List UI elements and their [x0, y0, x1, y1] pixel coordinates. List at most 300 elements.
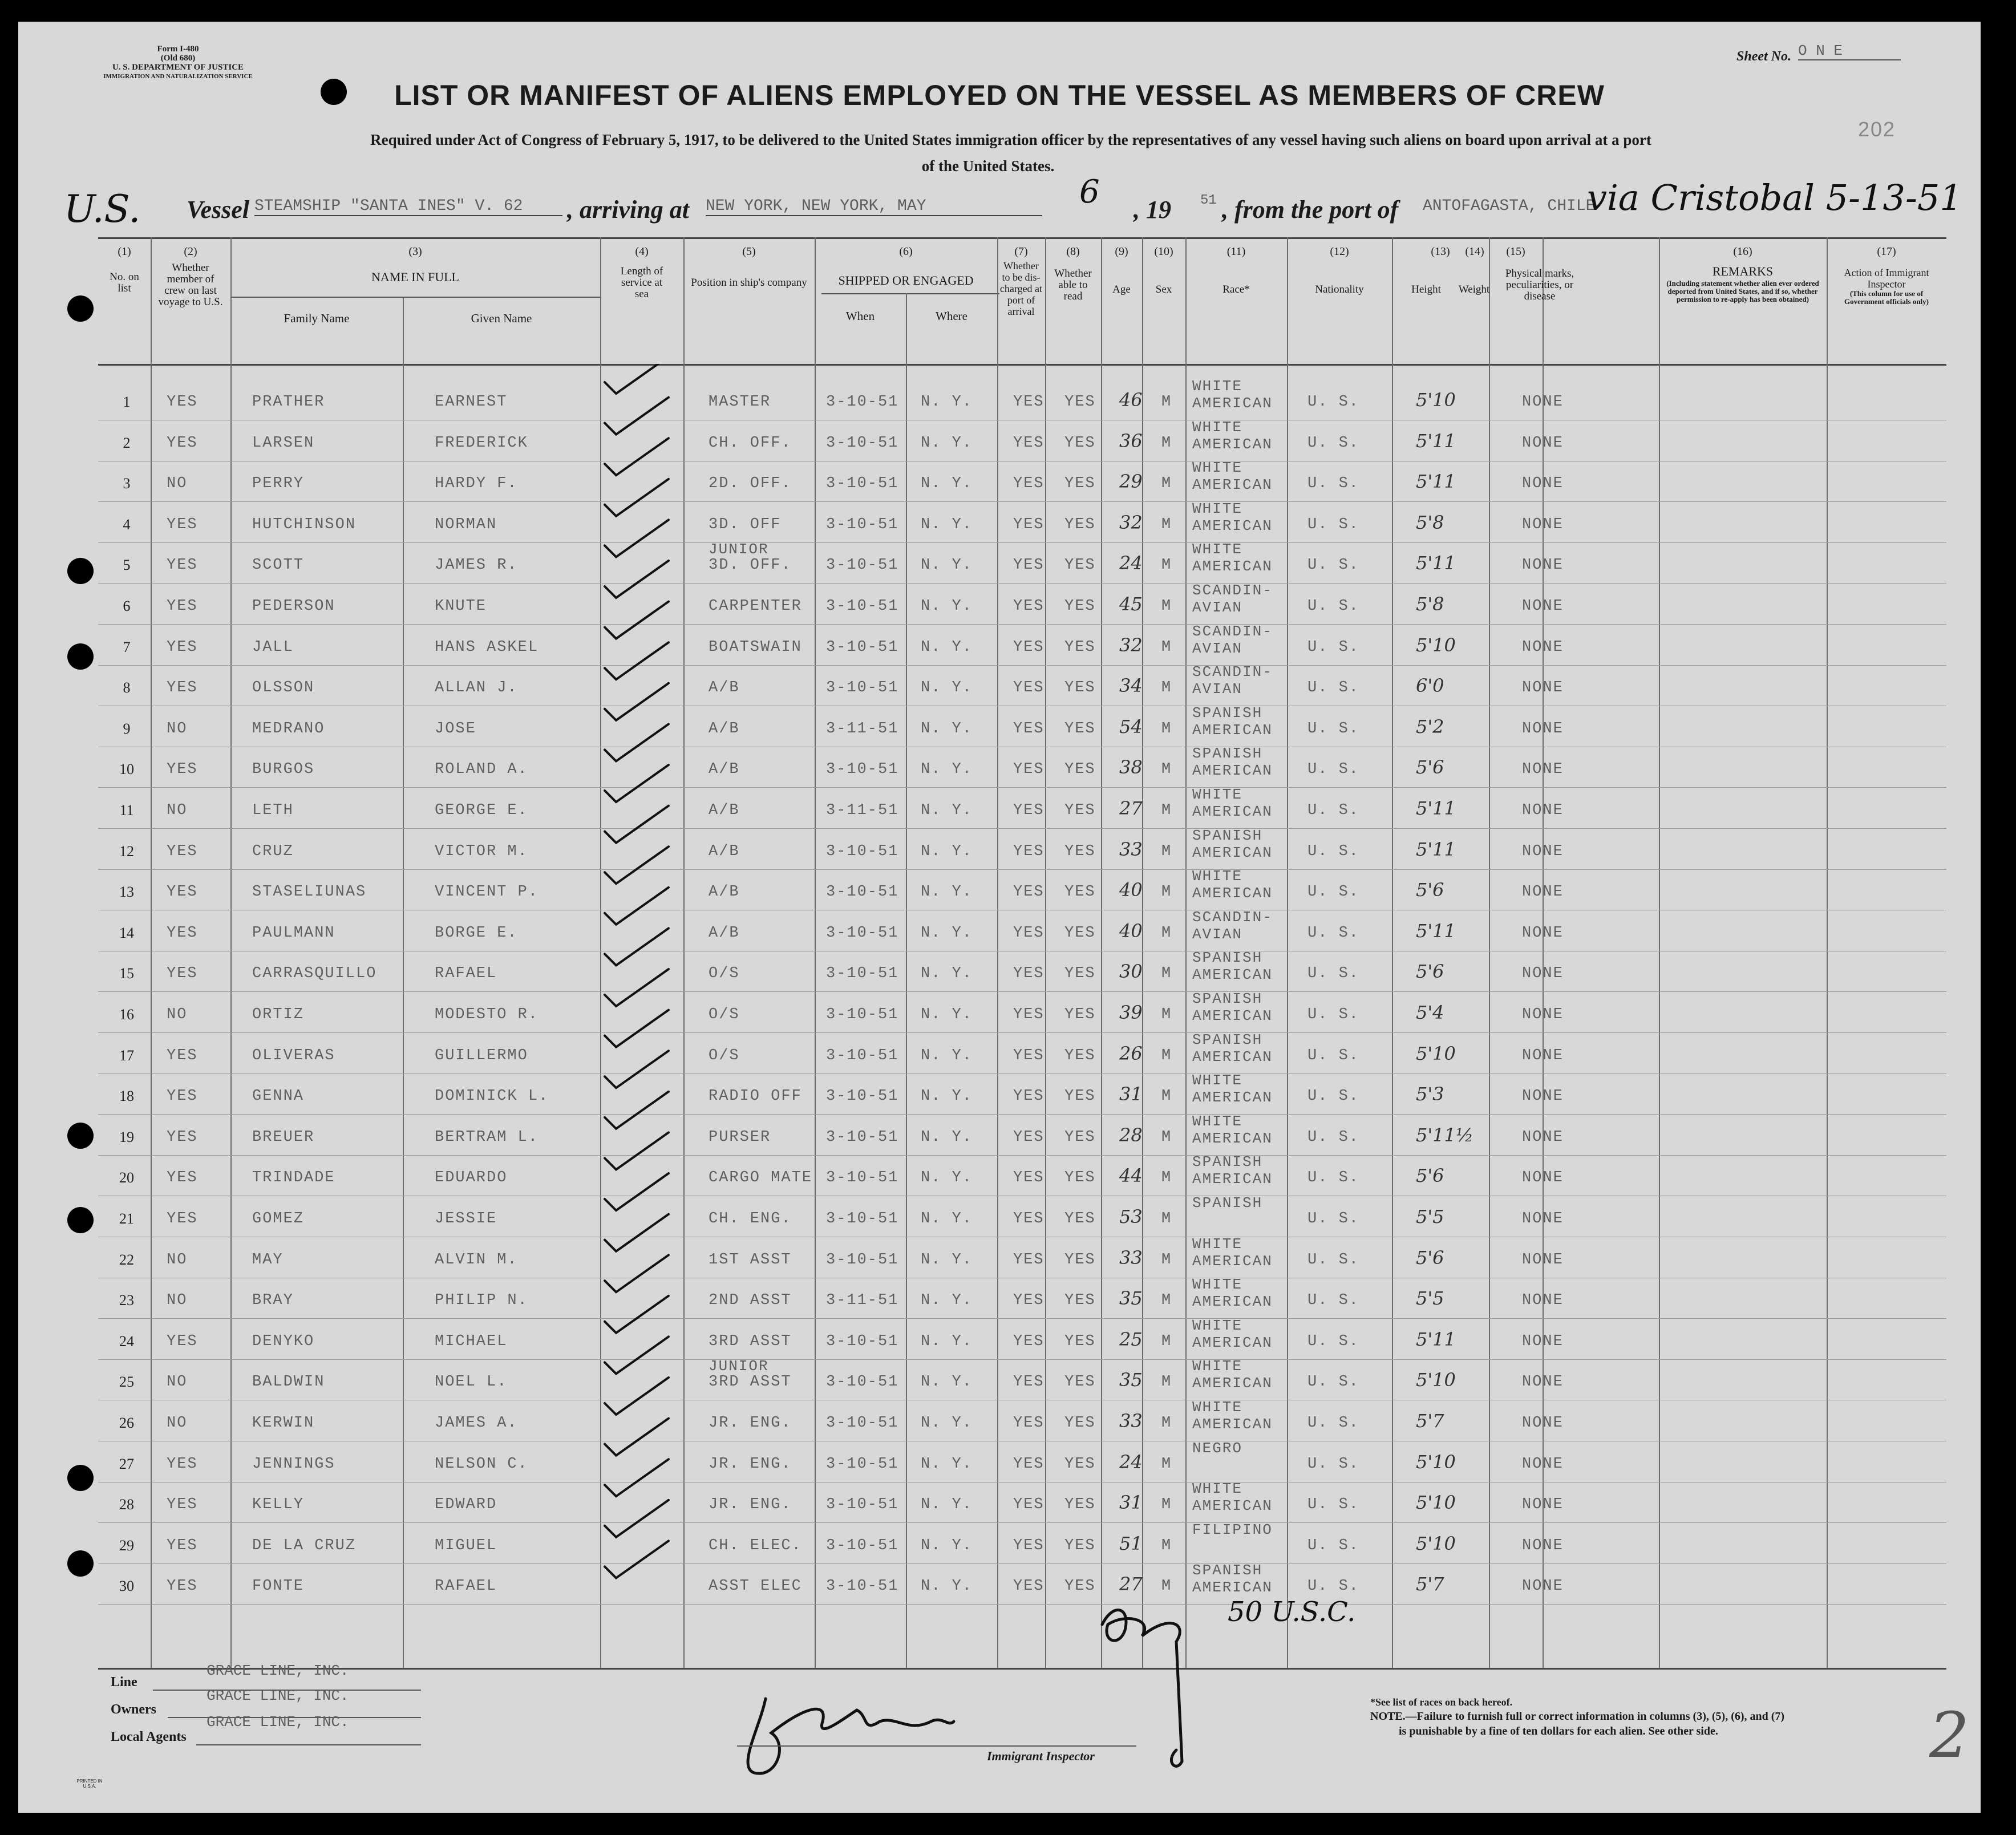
- col7-number: (7): [1014, 245, 1028, 258]
- age-value: 27: [1119, 797, 1143, 819]
- col13-header: Height: [1411, 283, 1441, 295]
- sex-value: M: [1161, 1088, 1172, 1105]
- shipped-when: 3-10-51: [826, 516, 899, 533]
- col3-header: NAME IN FULL: [371, 270, 459, 284]
- height-value: 5'3: [1416, 1083, 1444, 1105]
- row-number: 29: [119, 1537, 134, 1554]
- height-value: 5'7: [1416, 1410, 1444, 1432]
- able-to-read-value: YES: [1064, 884, 1096, 901]
- family-name: PAULMANN: [252, 924, 335, 942]
- row-number: 21: [119, 1210, 134, 1227]
- position: CH. OFF.: [709, 434, 792, 452]
- col1-number: (1): [118, 245, 131, 258]
- race-line-2: AMERICAN: [1192, 1048, 1273, 1066]
- last-voyage-value: YES: [167, 679, 198, 697]
- service-checkmark: [605, 888, 669, 925]
- shipped-where: N. Y.: [921, 1006, 973, 1023]
- shipped-where: N. Y.: [921, 394, 973, 411]
- discharged-value: YES: [1013, 1292, 1045, 1310]
- family-name: MAY: [252, 1251, 284, 1269]
- family-name: GENNA: [252, 1088, 305, 1105]
- family-name: DE LA CRUZ: [252, 1537, 357, 1554]
- position: JR. ENG.: [709, 1455, 792, 1473]
- shipped-when: 3-10-51: [826, 965, 899, 983]
- position: A/B: [709, 924, 740, 942]
- row-number: 4: [123, 516, 131, 533]
- race-value: [1192, 1358, 1273, 1392]
- service-checkmark: [605, 1173, 669, 1210]
- col4-number: (4): [635, 245, 649, 258]
- sex-value: M: [1161, 1128, 1172, 1146]
- sex-value: M: [1161, 1374, 1172, 1391]
- nationality-value: U. S.: [1307, 924, 1360, 942]
- discharged-value: YES: [1013, 720, 1045, 738]
- race-line-2: AMERICAN: [1192, 517, 1273, 534]
- table-row: [98, 500, 1946, 545]
- service-checkmark: [605, 1255, 669, 1292]
- sex-value: M: [1161, 434, 1172, 452]
- race-line-2: AMERICAN: [1192, 1375, 1273, 1392]
- shipped-when: 3-10-51: [826, 1578, 899, 1595]
- discharged-value: YES: [1013, 1210, 1045, 1228]
- family-name: MEDRANO: [252, 720, 325, 738]
- able-to-read-value: YES: [1064, 598, 1096, 615]
- col6-header: SHIPPED OR ENGAGED: [838, 273, 974, 287]
- col6-where-header: Where: [936, 309, 967, 323]
- age-value: 35: [1119, 1287, 1143, 1310]
- able-to-read-value: YES: [1064, 1251, 1096, 1269]
- arrival-year: 51: [1200, 193, 1217, 208]
- shipped-where: N. Y.: [921, 720, 973, 738]
- punch-hole: [67, 643, 94, 670]
- shipped-where: N. Y.: [921, 1496, 973, 1514]
- family-name: LARSEN: [252, 434, 315, 452]
- height-value: 5'8: [1416, 593, 1444, 615]
- given-name: JAMES R.: [435, 557, 518, 574]
- family-name: DENYKO: [252, 1332, 315, 1350]
- height-value: 5'6: [1416, 756, 1444, 779]
- given-name: HANS ASKEL: [435, 638, 539, 656]
- shipped-where: N. Y.: [921, 842, 973, 860]
- form-old-number: (Old 680): [160, 54, 196, 63]
- given-name: GUILLERMO: [435, 1047, 528, 1064]
- discharged-value: YES: [1013, 475, 1045, 493]
- height-value: 5'7: [1416, 1573, 1444, 1595]
- race-line-2: AMERICAN: [1192, 435, 1273, 453]
- shipped-when: 3-10-51: [826, 1006, 899, 1023]
- family-name: FONTE: [252, 1578, 305, 1595]
- physical-marks-value: NONE: [1522, 516, 1564, 533]
- punch-hole: [321, 79, 347, 105]
- race-line-2: AMERICAN: [1192, 1579, 1273, 1597]
- last-voyage-value: NO: [167, 720, 188, 738]
- family-name: CARRASQUILLO: [252, 965, 377, 983]
- race-line-1: SCANDIN-: [1192, 908, 1273, 926]
- col5-number: (5): [742, 245, 756, 258]
- service-checkmark: [605, 1500, 669, 1537]
- physical-marks-value: NONE: [1522, 679, 1564, 697]
- col5-header: Position in ship's company: [691, 277, 807, 289]
- col8-number: (8): [1066, 245, 1080, 258]
- nationality-value: U. S.: [1307, 1210, 1360, 1228]
- physical-marks-value: NONE: [1522, 802, 1564, 819]
- last-voyage-value: YES: [167, 516, 198, 533]
- sex-value: M: [1161, 802, 1172, 819]
- height-value: 5'6: [1416, 1165, 1444, 1187]
- shipped-where: N. Y.: [921, 884, 973, 901]
- col17-header: Action of Immigrant Inspector: [1844, 267, 1929, 290]
- able-to-read-value: YES: [1064, 1292, 1096, 1310]
- age-value: 24: [1119, 552, 1143, 574]
- race-line-1: WHITE: [1192, 1399, 1243, 1416]
- race-value: [1192, 1440, 1242, 1457]
- sheet-number-label: Sheet No.: [1736, 49, 1791, 64]
- shipped-where: N. Y.: [921, 638, 973, 656]
- given-name: HARDY F.: [435, 475, 518, 493]
- nationality-value: U. S.: [1307, 394, 1360, 411]
- row-number: 6: [123, 598, 131, 614]
- able-to-read-value: YES: [1064, 761, 1096, 779]
- race-value: [1192, 1317, 1273, 1351]
- race-line-1: WHITE: [1192, 868, 1243, 885]
- service-checkmark: [605, 1010, 669, 1047]
- race-line-2: AMERICAN: [1192, 721, 1273, 739]
- row-number: 15: [119, 965, 134, 982]
- discharged-value: YES: [1013, 394, 1045, 411]
- race-line-1: WHITE: [1192, 378, 1243, 395]
- col3-number: (3): [408, 245, 422, 258]
- sex-value: M: [1161, 1455, 1172, 1473]
- row-number: 26: [119, 1415, 134, 1431]
- physical-marks-value: NONE: [1522, 761, 1564, 779]
- corner-handwritten-mark: 2: [1929, 1699, 1969, 1772]
- punch-hole: [67, 1123, 94, 1149]
- service-checkmark: [605, 364, 669, 394]
- height-value: 5'11: [1416, 471, 1456, 493]
- race-line-1: WHITE: [1192, 1276, 1243, 1294]
- shipped-where: N. Y.: [921, 1128, 973, 1146]
- discharged-value: YES: [1013, 761, 1045, 779]
- race-value: [1192, 704, 1273, 739]
- family-name: BALDWIN: [252, 1374, 325, 1391]
- able-to-read-value: YES: [1064, 1455, 1096, 1473]
- position: 3D. OFF.: [709, 557, 792, 574]
- col14-number: (14): [1465, 245, 1484, 258]
- given-name: EDWARD: [435, 1496, 497, 1514]
- height-value: 5'11: [1416, 919, 1456, 942]
- able-to-read-value: YES: [1064, 434, 1096, 452]
- sex-value: M: [1161, 679, 1172, 697]
- race-line-1: WHITE: [1192, 1072, 1243, 1089]
- race-line-2: AMERICAN: [1192, 395, 1273, 412]
- last-voyage-value: YES: [167, 598, 198, 615]
- shipped-where: N. Y.: [921, 434, 973, 452]
- last-voyage-value: NO: [167, 802, 188, 819]
- row-number: 22: [119, 1251, 134, 1268]
- position: BOATSWAIN: [709, 638, 802, 656]
- shipped-where: N. Y.: [921, 1537, 973, 1554]
- given-name: ROLAND A.: [435, 761, 528, 779]
- shipped-when: 3-10-51: [826, 679, 899, 697]
- nationality-value: U. S.: [1307, 1128, 1360, 1146]
- service-checkmark: [605, 1419, 669, 1456]
- position: O/S: [709, 1006, 740, 1023]
- last-voyage-value: YES: [167, 1210, 198, 1228]
- given-name: MICHAEL: [435, 1332, 508, 1350]
- sex-value: M: [1161, 842, 1172, 860]
- position: 3RD ASST: [709, 1332, 792, 1350]
- shipped-when: 3-10-51: [826, 842, 899, 860]
- row-number: 8: [123, 679, 131, 696]
- physical-marks-value: NONE: [1522, 1537, 1564, 1554]
- last-voyage-value: YES: [167, 1537, 198, 1554]
- row-number: 14: [119, 924, 134, 941]
- nationality-value: U. S.: [1307, 1251, 1360, 1269]
- age-value: 44: [1119, 1165, 1143, 1187]
- race-line-1: SCANDIN-: [1192, 622, 1273, 640]
- row-number: 17: [119, 1047, 134, 1064]
- subtitle-line-2: of the United States.: [921, 157, 1055, 175]
- race-value: [1192, 378, 1273, 412]
- age-value: 30: [1119, 961, 1143, 983]
- given-name: EARNEST: [435, 394, 508, 411]
- last-voyage-value: YES: [167, 761, 198, 779]
- race-value: [1192, 582, 1273, 616]
- able-to-read-value: YES: [1064, 557, 1096, 574]
- age-value: 33: [1119, 838, 1143, 860]
- able-to-read-value: YES: [1064, 1415, 1096, 1432]
- table-row: [98, 1399, 1946, 1443]
- position: CH. ENG.: [709, 1210, 792, 1228]
- race-line-1: SPANISH: [1192, 990, 1263, 1007]
- race-line-1: WHITE: [1192, 541, 1243, 558]
- shipped-where: N. Y.: [921, 598, 973, 615]
- sex-value: M: [1161, 598, 1172, 615]
- row-number: 2: [123, 434, 131, 451]
- family-name: SCOTT: [252, 557, 305, 574]
- race-line-1: SCANDIN-: [1192, 663, 1273, 681]
- able-to-read-value: YES: [1064, 720, 1096, 738]
- family-name: JENNINGS: [252, 1455, 335, 1473]
- col11-header: Race*: [1222, 283, 1250, 295]
- shipped-when: 3-10-51: [826, 434, 899, 452]
- height-value: 5'10: [1416, 1451, 1456, 1473]
- discharged-value: YES: [1013, 802, 1045, 819]
- position-prefix: JUNIOR: [709, 1358, 769, 1375]
- last-voyage-value: YES: [167, 1047, 198, 1064]
- sex-value: M: [1161, 1496, 1172, 1514]
- family-name: GOMEZ: [252, 1210, 305, 1228]
- race-line-2: AVIAN: [1192, 639, 1243, 657]
- age-value: 26: [1119, 1042, 1143, 1064]
- race-line-1: SPANISH: [1192, 745, 1263, 763]
- position: A/B: [709, 884, 740, 901]
- shipped-when: 3-10-51: [826, 394, 899, 411]
- age-value: 36: [1119, 430, 1143, 452]
- race-value: [1192, 1031, 1273, 1066]
- family-name: TRINDADE: [252, 1169, 335, 1187]
- given-name: ALLAN J.: [435, 679, 518, 697]
- nationality-value: U. S.: [1307, 434, 1360, 452]
- able-to-read-value: YES: [1064, 1088, 1096, 1105]
- service-checkmark: [605, 765, 669, 802]
- age-value: 27: [1119, 1573, 1143, 1595]
- nationality-value: U. S.: [1307, 1332, 1360, 1350]
- col4-header: Length of service at sea: [620, 265, 663, 300]
- table-row: [98, 663, 1946, 708]
- given-name: JOSE: [435, 720, 476, 738]
- discharged-value: YES: [1013, 1415, 1045, 1432]
- age-value: 46: [1119, 389, 1143, 411]
- discharged-value: YES: [1013, 1088, 1045, 1105]
- col16-subheader: (Including statement whether alien ever ordered deported from United States, and if so, whether permission to re-apply has been obtained): [1666, 279, 1819, 303]
- race-value: [1192, 1153, 1273, 1188]
- shipped-when: 3-10-51: [826, 1332, 899, 1350]
- service-checkmark: [605, 1296, 669, 1333]
- service-checkmark: [605, 1336, 669, 1374]
- service-checkmark: [605, 1132, 669, 1169]
- height-value: 5'2: [1416, 715, 1444, 738]
- sex-value: M: [1161, 1415, 1172, 1432]
- row-number: 19: [119, 1128, 134, 1145]
- age-value: 32: [1119, 511, 1143, 533]
- family-name: CRUZ: [252, 842, 294, 860]
- position: A/B: [709, 802, 740, 819]
- discharged-value: YES: [1013, 1496, 1045, 1514]
- height-value: 5'6: [1416, 1246, 1444, 1269]
- service-checkmark: [605, 398, 669, 435]
- given-name: RAFAEL: [435, 965, 497, 983]
- service-checkmark: [605, 724, 669, 761]
- vessel-prefix-handwritten: U.S.: [64, 187, 141, 231]
- col16-number: (16): [1733, 245, 1752, 258]
- shipped-when: 3-10-51: [826, 1455, 899, 1473]
- owners-label: Owners: [111, 1702, 156, 1717]
- shipped-where: N. Y.: [921, 1169, 973, 1187]
- shipped-where: N. Y.: [921, 1088, 973, 1105]
- service-checkmark: [605, 846, 669, 884]
- printer-mark: PRINTED IN U.S.A.: [76, 1779, 103, 1789]
- sex-value: M: [1161, 1169, 1172, 1187]
- nationality-value: U. S.: [1307, 598, 1360, 615]
- last-voyage-value: YES: [167, 965, 198, 983]
- physical-marks-value: NONE: [1522, 394, 1564, 411]
- given-name: VICTOR M.: [435, 842, 528, 860]
- discharged-value: YES: [1013, 638, 1045, 656]
- age-value: 33: [1119, 1246, 1143, 1269]
- col17-subheader: (This column for use of Government officials only): [1844, 289, 1929, 306]
- family-name: BRAY: [252, 1292, 294, 1310]
- form-department: U. S. DEPARTMENT OF JUSTICE: [112, 63, 244, 72]
- nationality-value: U. S.: [1307, 965, 1360, 983]
- discharged-value: YES: [1013, 1332, 1045, 1350]
- able-to-read-value: YES: [1064, 516, 1096, 533]
- physical-marks-value: NONE: [1522, 1169, 1564, 1187]
- race-line-2: AMERICAN: [1192, 885, 1273, 902]
- height-value: 5'11: [1416, 430, 1456, 452]
- physical-marks-value: NONE: [1522, 1251, 1564, 1269]
- table-row: [98, 1194, 1946, 1239]
- sex-value: M: [1161, 720, 1172, 738]
- row-number: 5: [123, 557, 131, 574]
- age-value: 35: [1119, 1369, 1143, 1391]
- service-checkmark: [605, 1459, 669, 1496]
- race-line-2: AVIAN: [1192, 599, 1243, 616]
- shipped-where: N. Y.: [921, 679, 973, 697]
- given-name: NELSON C.: [435, 1455, 528, 1473]
- col1-header: No. on list: [110, 271, 139, 294]
- race-line-2: SPANISH: [1192, 1194, 1263, 1212]
- page-title: LIST OR MANIFEST OF ALIENS EMPLOYED ON THE VESSEL AS MEMBERS OF CREW: [394, 79, 1605, 111]
- race-line-1: WHITE: [1192, 1480, 1243, 1498]
- shipped-when: 3-10-51: [826, 1210, 899, 1228]
- shipped-where: N. Y.: [921, 1455, 973, 1473]
- able-to-read-value: YES: [1064, 475, 1096, 493]
- physical-marks-value: NONE: [1522, 638, 1564, 656]
- table-row: [98, 1358, 1946, 1402]
- col8-header: Whether able to read: [1054, 268, 1092, 302]
- shipped-when: 3-10-51: [826, 761, 899, 779]
- shipped-when: 3-10-51: [826, 1374, 899, 1391]
- physical-marks-value: NONE: [1522, 842, 1564, 860]
- age-value: 31: [1119, 1492, 1143, 1514]
- given-name: VINCENT P.: [435, 884, 539, 901]
- table-row: [98, 622, 1946, 667]
- last-voyage-value: NO: [167, 1251, 188, 1269]
- nationality-value: U. S.: [1307, 1496, 1360, 1514]
- shipped-where: N. Y.: [921, 1292, 973, 1310]
- able-to-read-value: YES: [1064, 1578, 1096, 1595]
- service-checkmark: [605, 602, 669, 639]
- last-voyage-value: YES: [167, 1496, 198, 1514]
- punch-hole: [67, 558, 94, 584]
- race-value: [1192, 868, 1273, 902]
- able-to-read-value: YES: [1064, 1047, 1096, 1064]
- position-prefix: JUNIOR: [709, 541, 769, 558]
- position: PURSER: [709, 1128, 771, 1146]
- agents-label: Local Agents: [111, 1729, 187, 1744]
- height-value: 5'10: [1416, 1492, 1456, 1514]
- discharged-value: YES: [1013, 434, 1045, 452]
- height-value: 5'10: [1416, 634, 1456, 656]
- physical-marks-value: NONE: [1522, 884, 1564, 901]
- discharged-value: YES: [1013, 842, 1045, 860]
- sex-value: M: [1161, 965, 1172, 983]
- table-row: [98, 1235, 1946, 1280]
- discharged-value: YES: [1013, 965, 1045, 983]
- col13-number: (13): [1431, 245, 1450, 258]
- able-to-read-value: YES: [1064, 802, 1096, 819]
- age-value: 53: [1119, 1206, 1143, 1228]
- last-voyage-value: NO: [167, 475, 188, 493]
- position: MASTER: [709, 394, 771, 411]
- given-name: FREDERICK: [435, 434, 528, 452]
- position: CARGO MATE: [709, 1169, 813, 1187]
- nationality-value: U. S.: [1307, 842, 1360, 860]
- height-value: 6'0: [1416, 675, 1444, 697]
- able-to-read-value: YES: [1064, 965, 1096, 983]
- shipped-when: 3-10-51: [826, 598, 899, 615]
- col9-header: Age: [1112, 283, 1131, 295]
- shipped-where: N. Y.: [921, 475, 973, 493]
- position: A/B: [709, 720, 740, 738]
- race-value: [1192, 827, 1273, 861]
- row-number: 7: [123, 638, 131, 655]
- age-value: 45: [1119, 593, 1143, 615]
- age-value: 28: [1119, 1124, 1143, 1146]
- row-number: 13: [119, 884, 134, 901]
- discharged-value: YES: [1013, 1374, 1045, 1391]
